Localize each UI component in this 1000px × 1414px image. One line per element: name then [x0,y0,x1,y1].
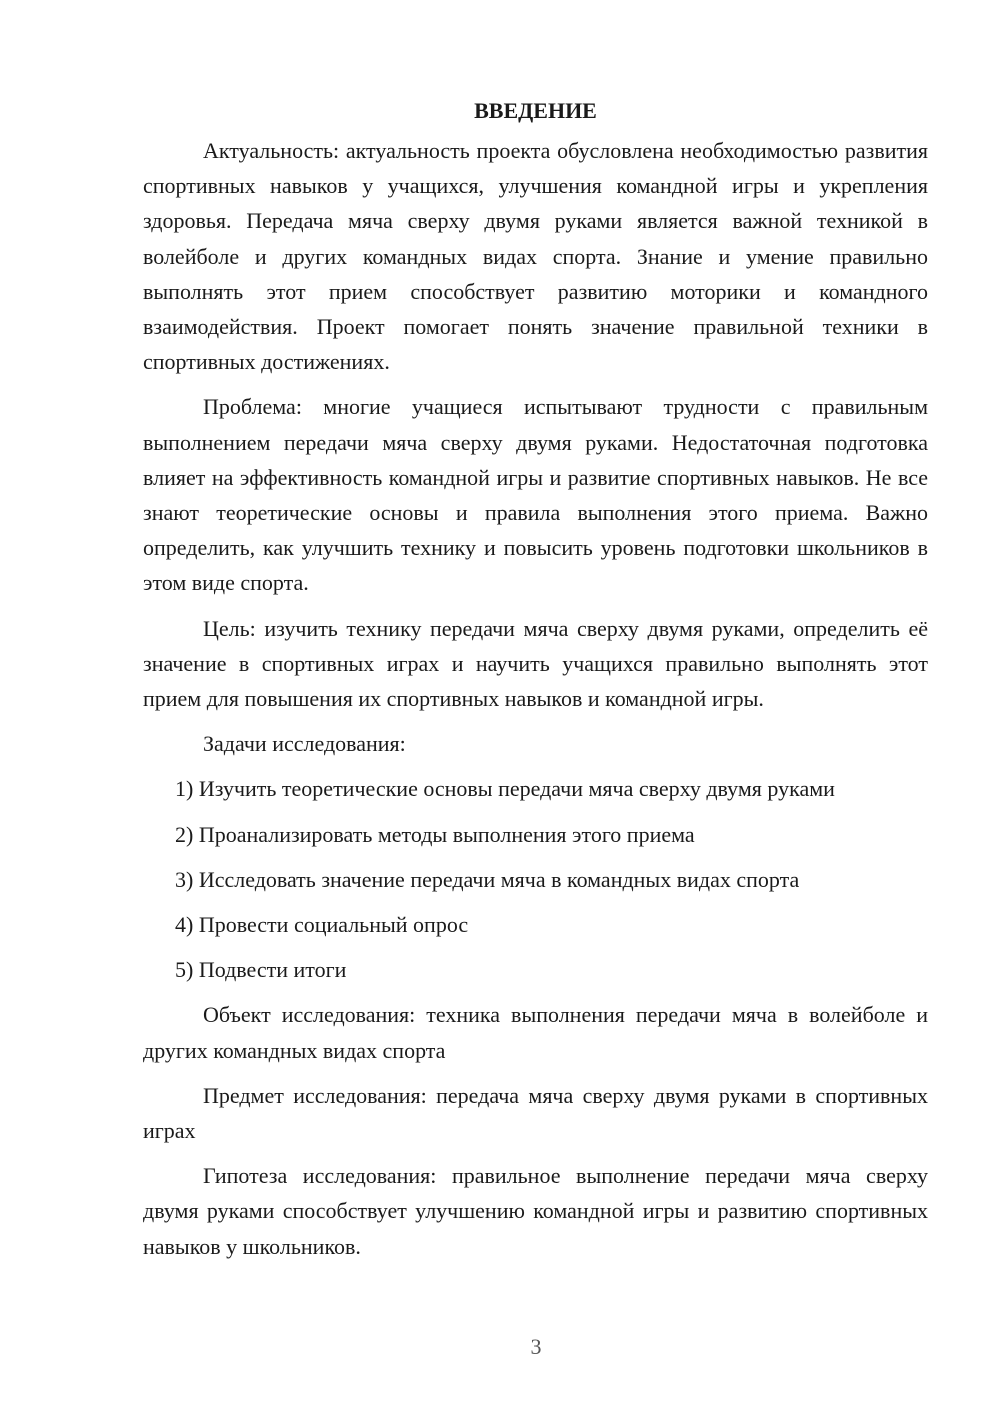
page-title: ВВЕДЕНИЕ [474,98,597,123]
task-list [143,771,928,987]
page-number: 3 [530,1334,542,1359]
task-item-1: 1) Изучить теоретические основы передачи мяча сверху двумя руками [175,776,835,802]
document-page [143,94,928,1274]
object-paragraph: Объект исследования: техника выполнения передачи мяча в волейболе и других командных видах спорта [143,1002,928,1063]
task-item-4: 4) Провести социальный опрос [175,912,469,938]
subject-paragraph: Предмет исследования: передача мяча сверху двумя руками в спортивных играх [143,1082,928,1144]
hypothesis-paragraph: Гипотеза исследования: правильное выполнение передачи мяча сверху двумя руками способствует улучшению командной игры и развитию спортивных навыков у школьников. [143,1163,928,1259]
task-item-2: 2) Проанализировать методы выполнения этого приема [175,821,695,847]
goal-paragraph: Цель: изучить технику передачи мяча сверху двумя руками, определить её значение в спортивных играх и научить учащихся правильно выполнять этот прием для повышения их спортивных навыков и командной игры. [143,615,928,712]
task-item-5: 5) Подвести итоги [175,957,347,983]
tasks-heading: Задачи исследования: [203,731,406,757]
problem-paragraph: Проблема: многие учащиеся испытывают трудности с правильным выполнением передачи мяча сверху двумя руками. Недостаточная подготовка влияет на эффективность командной игры и развитие спортивных навыков. Не все знают теоретические основы и правила выполнения этого приема. Важно определить, как улучшить технику и повысить уровень подготовки школьников в этом виде спорта. [143,394,928,596]
task-item-3: 3) Исследовать значение передачи мяча в командных видах спорта [175,866,800,892]
relevance-paragraph: Актуальность: актуальность проекта обусловлена необходимостью развития спортивных навыков у учащихся, улучшения командной игры и укрепления здоровья. Передача мяча сверху двумя руками является важной техникой в волейболе и других командных видах спорта. Знание и умение правильно выполнять этот прием способствует развитию моторики и командного взаимодействия. Проект помогает понять значение правильной техники в спортивных достижениях. [143,138,928,375]
